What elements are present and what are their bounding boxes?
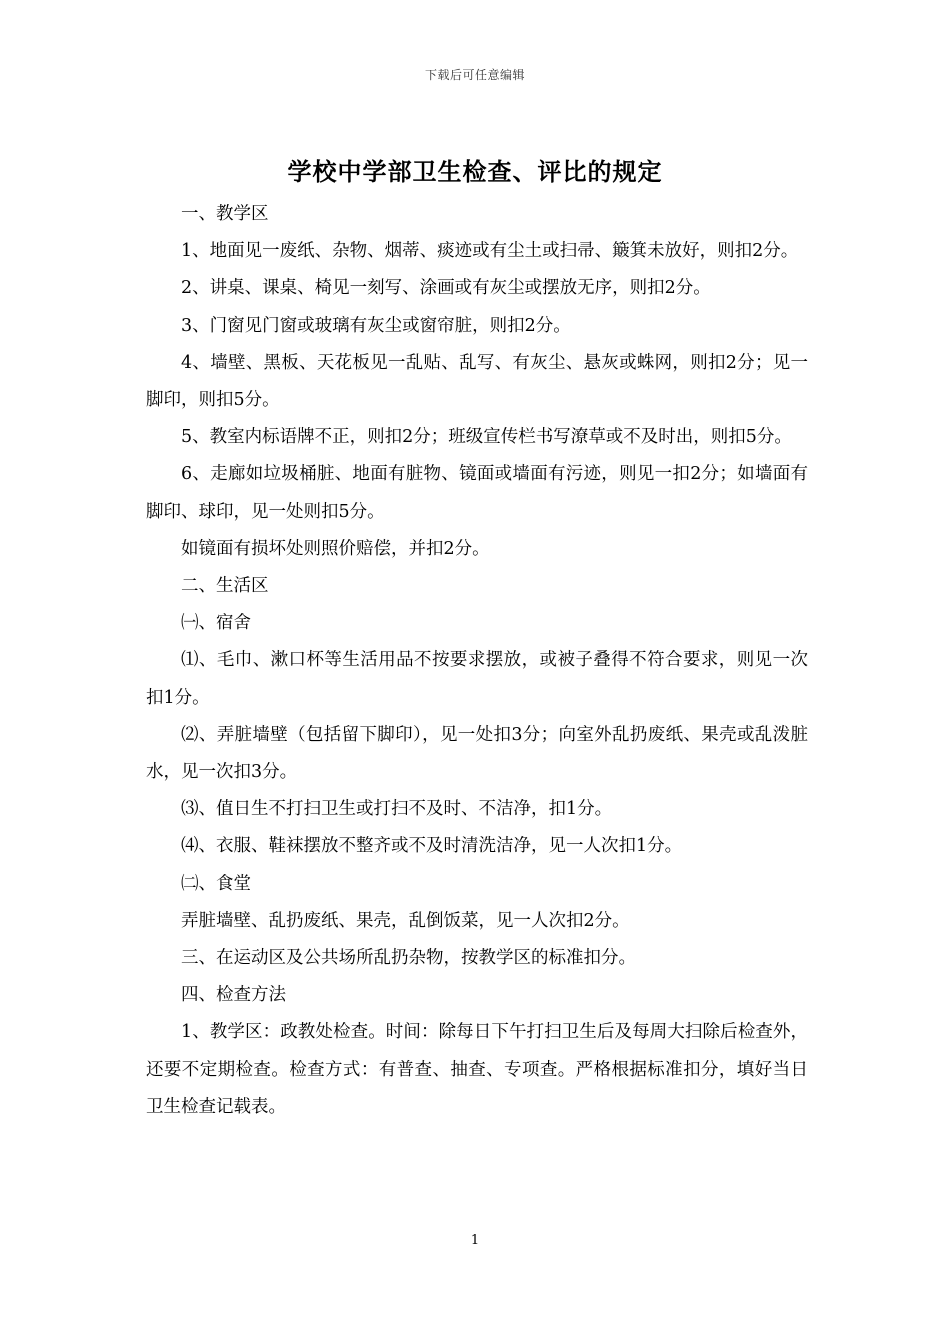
subsection-heading-canteen: ㈡、食堂	[181, 873, 251, 894]
section-heading-living-area: 二、生活区	[181, 576, 269, 597]
paragraph: ⑴、毛巾、漱口杯等生活用品不按要求摆放，或被子叠得不符合要求，则见一次扣1分。	[146, 650, 808, 708]
paragraph: ⑵、弄脏墙壁（包括留下脚印），见一处扣3分；向室外乱扔废纸、果壳或乱泼脏水，见一次扣3分。	[146, 724, 808, 783]
document-title: 学校中学部卫生检查、评比的规定	[287, 157, 663, 186]
header-note: 下载后可任意编辑	[424, 68, 525, 82]
page-number: 1	[470, 1233, 480, 1248]
document-body	[146, 196, 808, 1126]
section-heading-sports-area: 三、在运动区及公共场所乱扔杂物，按教学区的标准扣分。	[181, 948, 636, 969]
paragraph: ⑷、衣服、鞋袜摆放不整齐或不及时清洗洁净，见一人次扣1分。	[181, 836, 683, 857]
subsection-heading-dormitory: ㈠、宿舍	[181, 613, 251, 634]
paragraph: 1、地面见一废纸、杂物、烟蒂、痰迹或有尘土或扫帚、簸箕未放好，则扣2分。	[181, 241, 799, 262]
paragraph: 4、墙壁、黑板、天花板见一乱贴、乱写、有灰尘、悬灰或蛛网，则扣2分；见一脚印，则扣5分。	[146, 352, 808, 411]
paragraph: 3、门窗见门窗或玻璃有灰尘或窗帘脏，则扣2分。	[181, 315, 571, 336]
paragraph: 6、走廊如垃圾桶脏、地面有脏物、镜面或墙面有污迹，则见一扣2分；如墙面有脚印、球印，见一处则扣5分。	[146, 464, 808, 522]
paragraph: 1、教学区：政教处检查。时间：除每日下午打扫卫生后及每周大扫除后检查外，还要不定期检查。检查方式：有普查、抽查、专项查。严格根据标准扣分，填好当日卫生检查记载表。	[146, 1022, 808, 1117]
section-heading-teaching-area: 一、教学区	[181, 204, 269, 224]
paragraph: ⑶、值日生不打扫卫生或打扫不及时、不洁净，扣1分。	[181, 799, 613, 820]
paragraph: 弄脏墙壁、乱扔废纸、果壳，乱倒饭菜，见一人次扣2分。	[181, 910, 630, 931]
paragraph: 5、教室内标语牌不正，则扣2分；班级宣传栏书写潦草或不及时出，则扣5分。	[181, 427, 792, 448]
section-heading-inspection-method: 四、检查方法	[181, 985, 286, 1006]
paragraph: 如镜面有损坏处则照价赔偿，并扣2分。	[181, 538, 490, 559]
paragraph: 2、讲桌、课桌、椅见一刻写、涂画或有灰尘或摆放无序，则扣2分。	[181, 278, 711, 299]
